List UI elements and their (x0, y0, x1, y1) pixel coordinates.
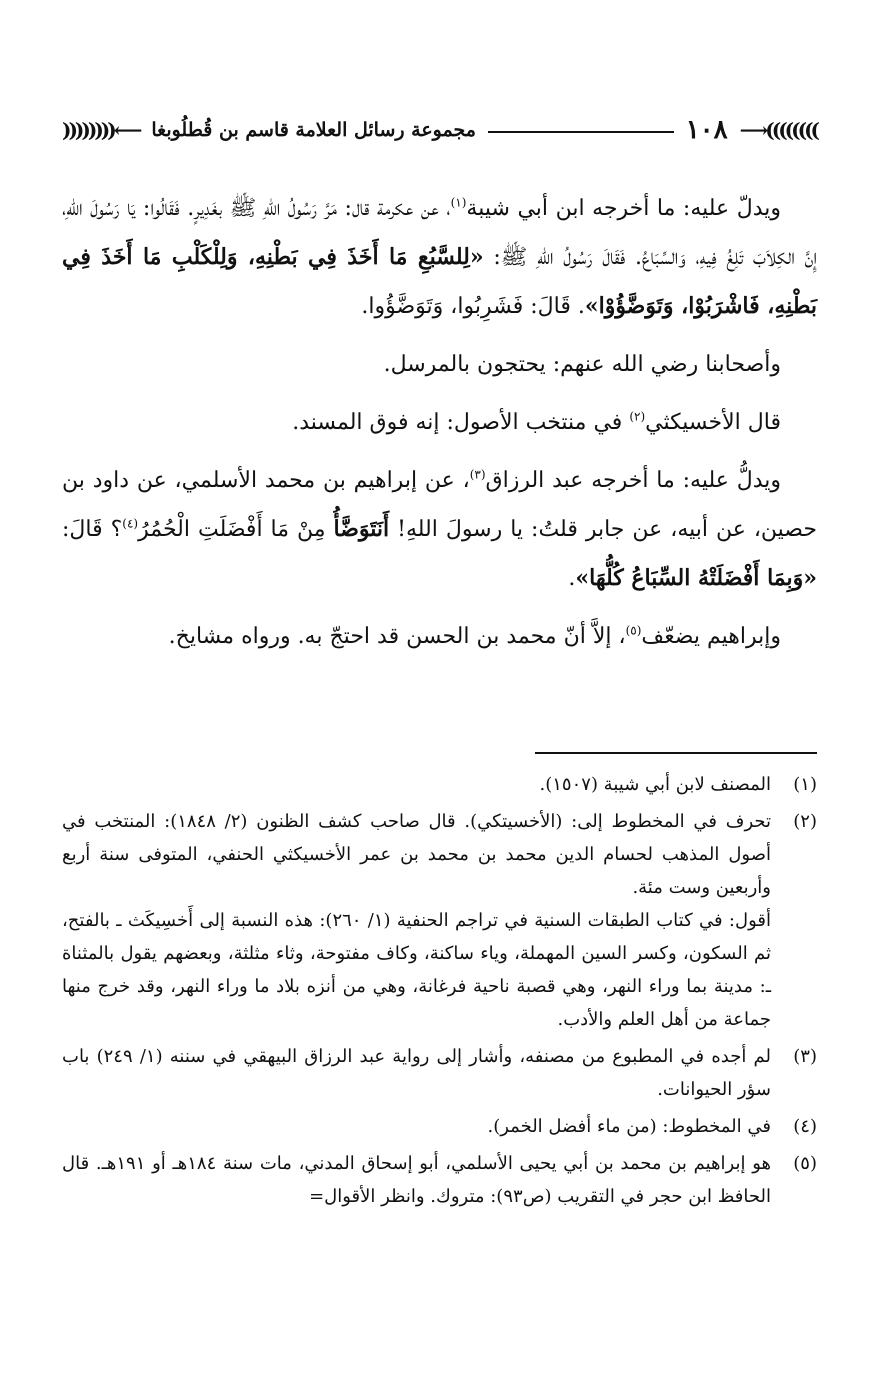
text: ، عن إبراهيم بن محمد الأسلمي، عن داود بن حصين، عن أبيه، عن جابر قلتُ: يا رسولَ اللهِ! (62, 468, 817, 542)
text: . قَالَ: فَشَرِبُوا، وَتَوَضَّؤُوا. (361, 294, 585, 319)
footnote-ref-1: (١) (450, 195, 467, 210)
text: ، إلاَّ أنّ محمد بن الحسن قد احتجّ به. ورواه مشايخ. (168, 624, 626, 649)
footnote-ref-5: (٥) (625, 623, 642, 638)
text: . (568, 566, 576, 591)
footnote-3 (62, 1040, 817, 1106)
paragraph-4 (62, 457, 817, 603)
header-ornament-left: ⟵(((((((( (62, 118, 140, 142)
footnote-ref-4: (٤) (122, 516, 139, 531)
paragraph-1 (62, 185, 817, 331)
text: وإبراهيم يضعّف (641, 624, 781, 649)
footnote-text: أقول: في كتاب الطبقات السنية في تراجم الحنفية (١/ ٢٦٠): هذه النسبة إلى أَخسِيكَث ـ بالفتح، ثم السكون، وكسر السين المهملة، وياء ساكنة، وكاف مفتوحة، وثاء مثلثة، وبعضهم يقول بالمثناة ـ: مدينة بما وراء النهر، وهي قصبة ناحية فرغانة، وهي من أنزه بلاد ما وراء النهر، وقد خرج منها جماعة من أهل العلم والأدب. (62, 910, 771, 1030)
text: وأصحابنا رضي الله عنهم: يحتجون بالمرسل. (383, 352, 781, 377)
main-text (62, 185, 817, 671)
text: ويدلّ عليه: ما أخرجه ابن أبي شيبة (466, 196, 781, 221)
footnote-4 (62, 1110, 817, 1143)
footnote-5 (62, 1147, 817, 1213)
book-title: مجموعة رسائل العلامة قاسم بن قُطلُوبغا (151, 119, 476, 141)
paragraph-3 (62, 399, 817, 447)
footnote-number: (٥) (793, 1153, 817, 1174)
text: ؟ قَالَ: (62, 517, 123, 542)
footnote-text: لم أجده في المطبوع من مصنفه، وأشار إلى رواية عبد الرزاق البيهقي في سننه (١/ ٢٤٩) باب سؤر الحيوانات. (62, 1046, 771, 1100)
footnote-1 (62, 768, 817, 801)
footnote-separator (535, 752, 817, 754)
page-number: ١٠٨ (685, 115, 728, 145)
hadith-quote: «لِلسَّبُعِ مَا أَخَذَ فِي بَطْنِهِ، وَلِلْكَلْبِ مَا أَخَذَ فِي بَطْنِهِ، فَاشْرَبُوْا، وَتَوَضَّؤُوْا» (62, 244, 817, 319)
text: ويدلُّ عليه: ما أخرجه عبد الرزاق (485, 468, 781, 493)
paragraph-5 (62, 613, 817, 661)
footnote-text: في المخطوط: (من ماء أفضل الخمر). (487, 1116, 771, 1137)
footnote-number: (٣) (793, 1046, 817, 1067)
footnote-2 (62, 805, 817, 1036)
running-header (62, 112, 817, 148)
footnote-number: (٢) (793, 811, 817, 832)
hadith-quote: «وَبِمَا أَفْضَلَتْهُ السِّبَاعُ كُلُّهَا» (575, 565, 817, 591)
footnote-number: (١) (793, 774, 817, 795)
text: في منتخب الأصول: إنه فوق المسند. (292, 410, 630, 435)
footnote-text: هو إبراهيم بن محمد بن أبي يحيى الأسلمي، أبو إسحاق المدني، مات سنة ١٨٤هـ أو ١٩١هـ. قال الحافظ ابن حجر في التقريب (ص٩٣): متروك. وانظر الأقوال= (62, 1153, 771, 1207)
header-rule (488, 131, 674, 133)
text: مِنْ مَا أَفْضَلَتِ الْحُمُرُ (138, 517, 334, 542)
footnote-number: (٤) (793, 1116, 817, 1137)
footnote-text: تحرف في المخطوط إلى: (الأخسيتكي). قال صاحب كشف الظنون (٢/ ١٨٤٨): المنتخب في أصول المذهب لحسام الدين محمد بن محمد بن عمر الأخسيكثي الحنفي، المتوفى سنة أربع وأربعين وست مئة. (62, 811, 772, 898)
footnote-text: المصنف لابن أبي شيبة (١٥٠٧). (539, 774, 771, 795)
text: ، عن عكرمة قال: مَرَّ رَسُولُ اللهِ ﷺ بغَدِيرٍ. فَقَالُوا: يَا رَسُولَ اللهِ، إِنَّ الكِلاَبَ تَلِغُ فِيهِ، وَالسِّبَاعُ. فَقَالَ رَسُولُ اللهِ ﷺ: (62, 196, 817, 270)
paragraph-2 (62, 341, 817, 389)
footnote-ref-3: (٣) (469, 467, 486, 482)
footnotes (62, 768, 817, 1217)
quote-bold: أَنَتَوَضَّأُ (333, 516, 390, 542)
footnote-ref-2: (٢) (629, 409, 646, 424)
header-ornament-right: ))))))))⟶ (739, 118, 817, 142)
text: قال الأخسيكثي (645, 410, 781, 435)
